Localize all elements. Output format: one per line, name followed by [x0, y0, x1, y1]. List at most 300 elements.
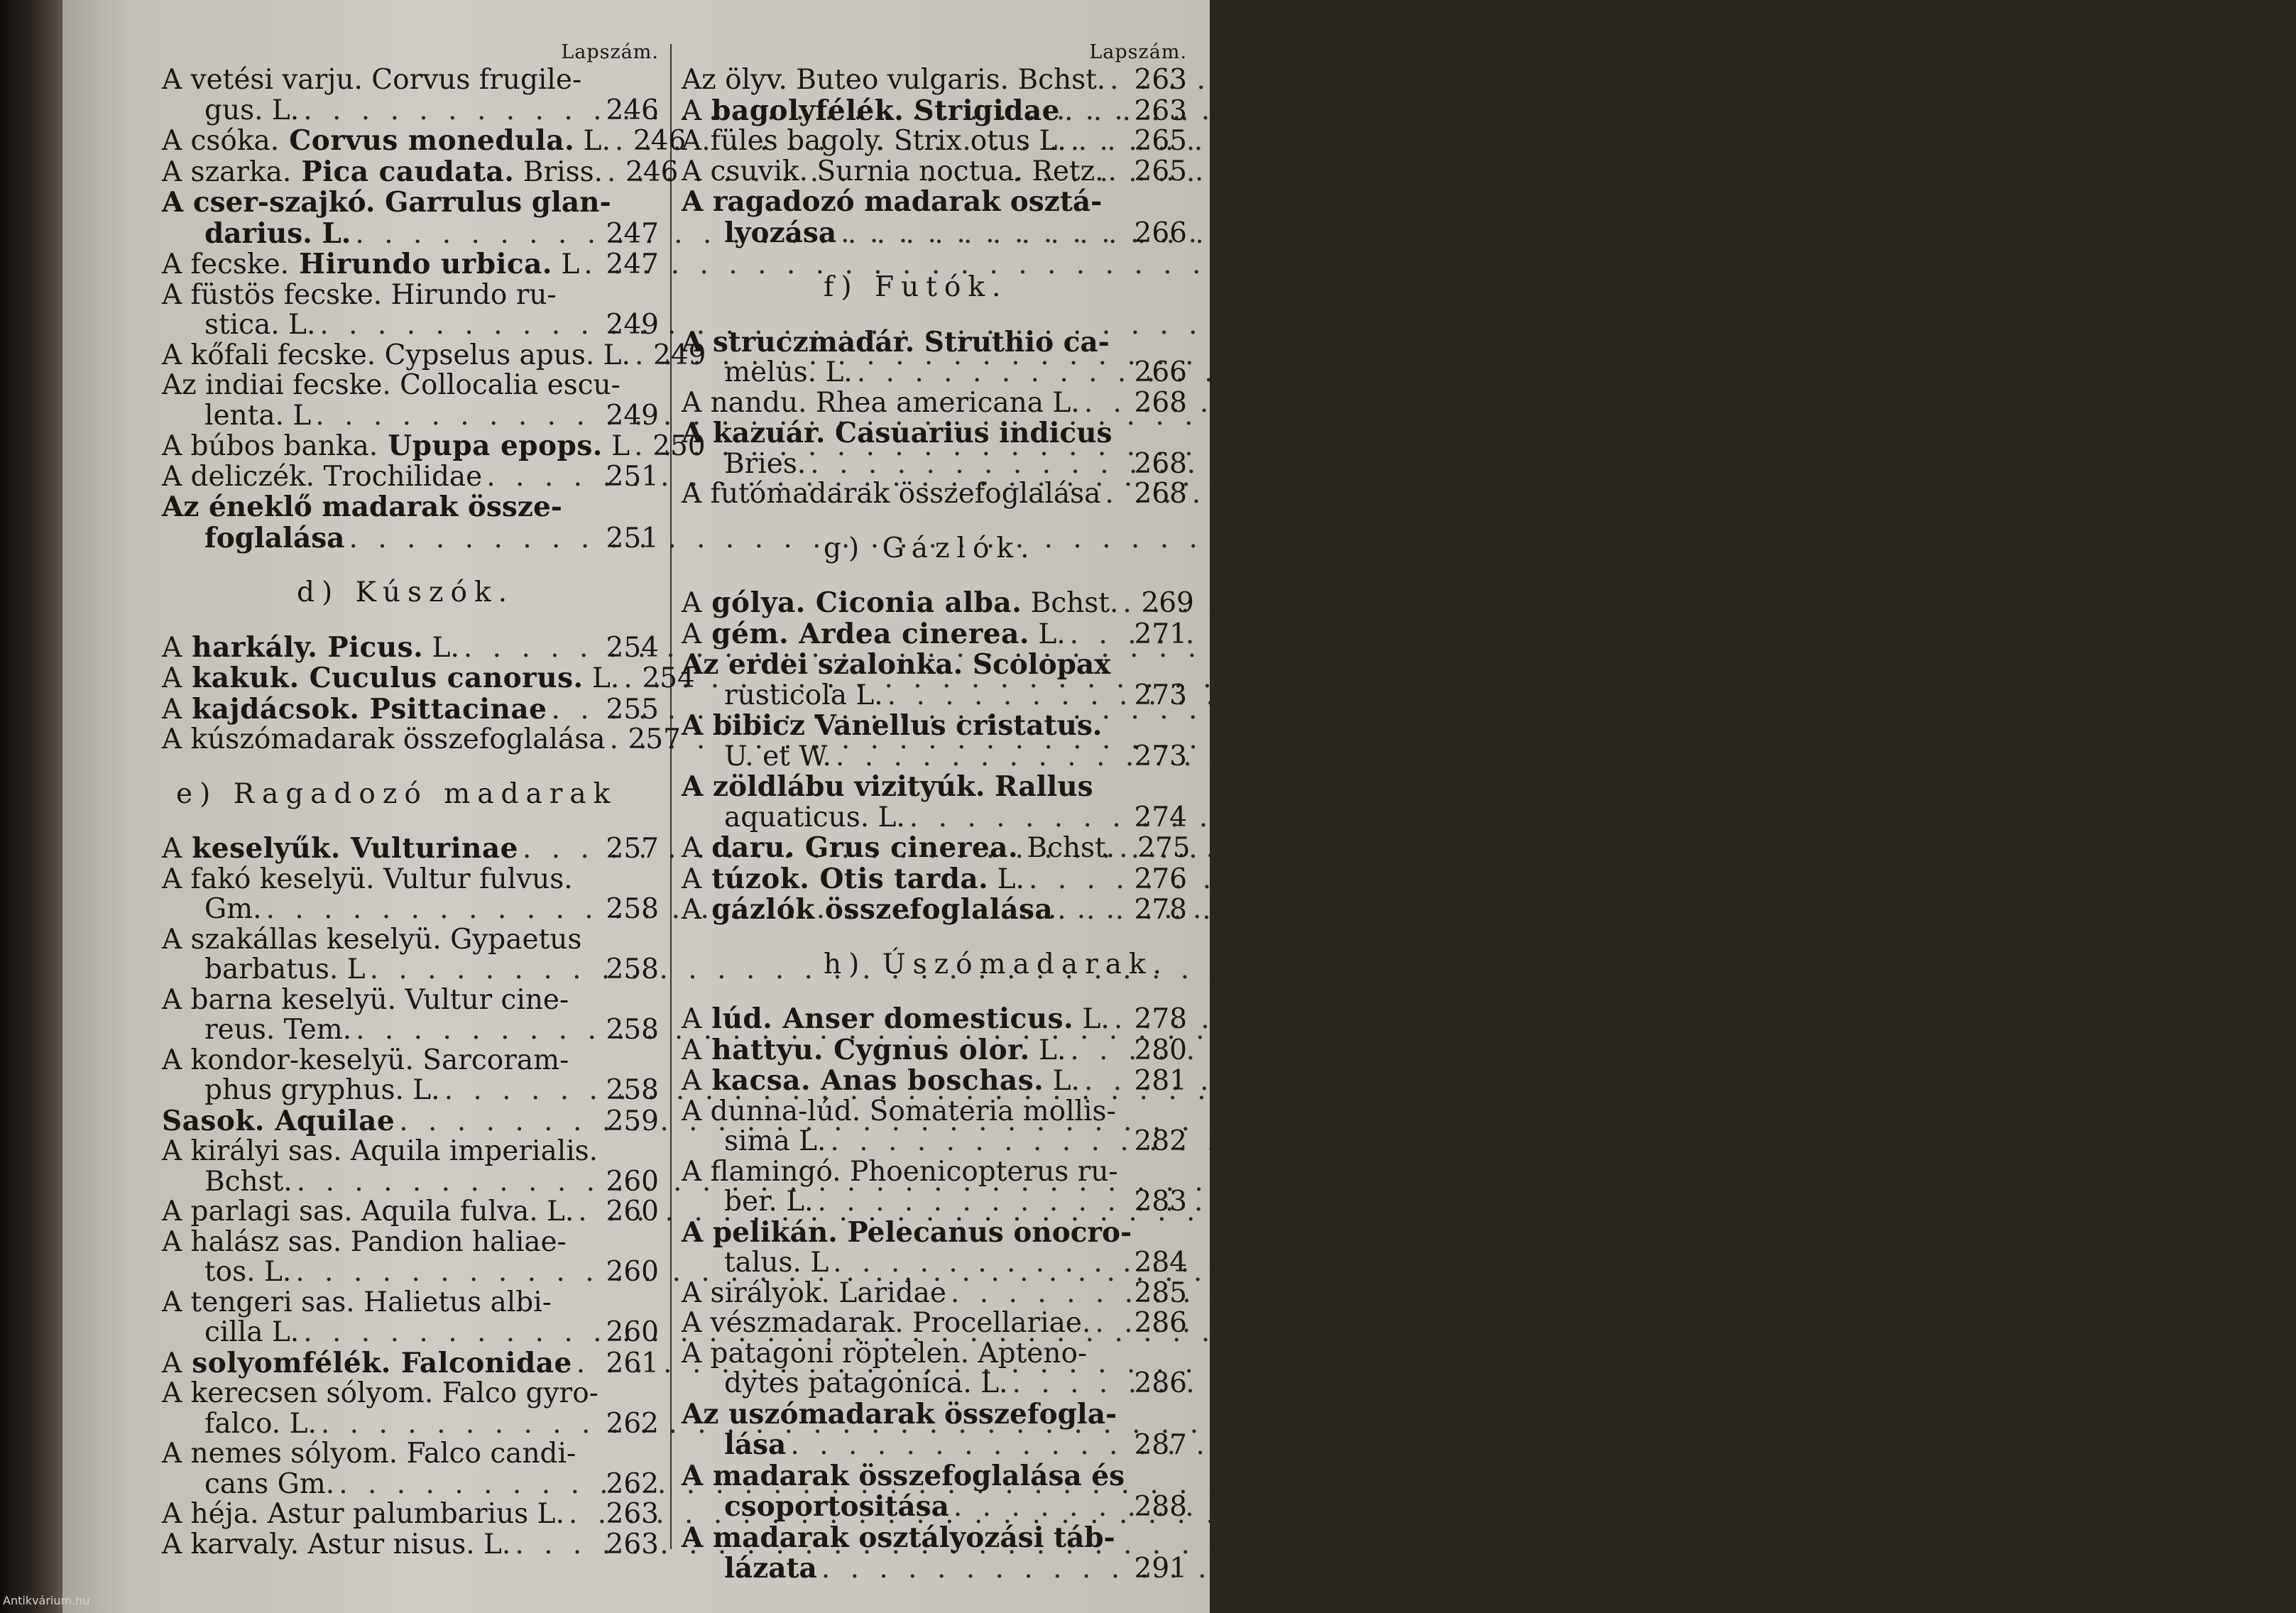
page-number: 288 — [1134, 1491, 1187, 1523]
entry-title — [682, 388, 1080, 419]
index-entry — [162, 895, 659, 925]
entry-title — [162, 249, 579, 280]
entry-title-cont: rusticola L. — [724, 679, 883, 711]
entry-title-suffix: L. — [574, 125, 611, 157]
leader-dots — [1090, 1308, 1134, 1339]
leader-dots — [883, 681, 1135, 711]
entry-title-cont: lázata — [724, 1552, 817, 1585]
leader-dots — [482, 462, 606, 493]
page-number: 284 — [1134, 1247, 1187, 1279]
page-number: 265 — [1134, 125, 1187, 157]
leader-dots — [1105, 65, 1134, 96]
leader-dots — [1066, 620, 1135, 650]
leader-dots — [905, 803, 1135, 833]
index-entry — [682, 742, 1187, 772]
entry-title — [162, 431, 630, 462]
entry-title-bold: hattyu. Cygnus olor. — [701, 1033, 1030, 1066]
index-entry — [162, 1318, 659, 1348]
leader-dots — [564, 1499, 606, 1530]
index-entry — [162, 1348, 659, 1379]
page-number: 246 — [606, 94, 659, 126]
page-number: 282 — [1134, 1125, 1187, 1157]
leader-dots — [293, 1167, 606, 1198]
page-number: 260 — [606, 1165, 659, 1198]
entry-title: A madarak összefoglalása és — [682, 1459, 1125, 1492]
entry-title — [162, 630, 459, 664]
entry-title-plain: A búbos banka. — [162, 430, 378, 462]
index-entry — [682, 681, 1187, 711]
index-entry — [682, 1066, 1187, 1097]
index-entry — [162, 1167, 659, 1198]
entry-title — [682, 588, 1118, 619]
section-heading-f: f) Futók. — [824, 271, 1008, 303]
entry-title-cont: gus. L. — [204, 94, 300, 126]
page-number: 280 — [1134, 1034, 1187, 1066]
index-entry-line — [682, 1461, 1187, 1492]
entry-title-bold: gém. Ardea cinerea. — [701, 617, 1029, 650]
index-entry — [682, 449, 1187, 480]
index-entry — [162, 1499, 659, 1530]
index-entry-line — [682, 1215, 1187, 1249]
leader-dots — [1118, 589, 1141, 619]
index-entry — [162, 249, 659, 280]
entry-title: A dunna-lúd. Somateria mollis- — [682, 1095, 1116, 1127]
leader-dots — [299, 1318, 606, 1348]
index-entry — [682, 1035, 1187, 1066]
page-number: 266 — [1134, 356, 1187, 388]
entry-title-bold: Corvus monedula. — [279, 124, 575, 157]
page-number: 254 — [642, 662, 695, 694]
entry-title-cont: csoportositása — [724, 1490, 949, 1523]
entry-title-cont: Bries. — [724, 447, 807, 480]
entry-title: A halász sas. Pandion haliae- — [162, 1225, 567, 1258]
entry-title: A struczmadár. Struthio ca- — [682, 325, 1110, 359]
index-entry — [162, 124, 687, 157]
entry-title: A bibicz Vanellus cristatus. — [682, 709, 1103, 742]
page-number: 268 — [1134, 386, 1187, 419]
page-number: 259 — [606, 1105, 659, 1137]
left-block-1 — [162, 64, 706, 554]
index-entry-line — [682, 418, 1187, 449]
entry-title-suffix: Briss. — [514, 155, 603, 188]
entry-title-suffix: Bchst. — [1018, 832, 1115, 864]
page-number: 263 — [606, 1528, 659, 1560]
index-entry — [682, 1276, 1187, 1309]
entry-title-cont: talus. L — [724, 1247, 829, 1279]
entry-title-bold: Pica caudata. — [291, 155, 515, 188]
entry-title-cont: stica. L. — [204, 309, 316, 341]
entry-title-plain: A — [682, 587, 702, 619]
entry-title-plain: A — [682, 863, 702, 895]
entry-title-plain: A — [162, 662, 182, 694]
index-entry — [682, 479, 1187, 510]
entry-title: A fakó keselyü. Vultur fulvus. — [162, 863, 573, 895]
entry-title — [162, 462, 482, 493]
page-number: 258 — [606, 953, 659, 985]
entry-title — [682, 479, 1100, 510]
page-number: 265 — [1134, 155, 1187, 187]
entry-title: A királyi sas. Aquila imperialis. — [162, 1135, 598, 1167]
leader-dots — [1080, 388, 1135, 419]
entry-title — [162, 663, 619, 694]
page-number: 287 — [1134, 1429, 1187, 1461]
page-number: 286 — [1134, 1307, 1187, 1339]
entry-title — [162, 694, 547, 726]
leader-dots — [1115, 833, 1137, 864]
entry-title-suffix: L — [552, 248, 580, 280]
page-number: 258 — [606, 1074, 659, 1106]
leader-dots — [829, 1248, 1134, 1279]
entry-title-plain: A — [682, 1065, 702, 1097]
index-entry — [162, 310, 659, 341]
entry-title: A kerecsen sólyom. Falco gyro- — [162, 1377, 598, 1409]
entry-title-suffix: L. — [1044, 1065, 1080, 1097]
leader-dots — [619, 664, 642, 694]
page-number: 260 — [606, 1316, 659, 1348]
entry-title-bold: harkály. Picus. — [182, 630, 424, 664]
index-entry — [162, 694, 659, 726]
page-number: 276 — [1134, 863, 1187, 895]
page-number: 251 — [606, 522, 659, 554]
leader-dots — [351, 1015, 606, 1046]
entry-title: A vetési varju. Corvus frugile- — [162, 64, 582, 96]
section-heading-d: d) Kúszók. — [297, 576, 515, 608]
entry-title-plain: A csuvik. Surnia noctua. Retz. — [682, 155, 1104, 187]
leader-dots — [351, 219, 606, 250]
leader-dots — [814, 1187, 1135, 1218]
section-heading-e: e) Ragadozó madarak — [176, 777, 618, 810]
index-entry — [162, 96, 659, 126]
page-number: 278 — [1134, 1003, 1187, 1035]
page-number: 281 — [1134, 1065, 1187, 1097]
entry-title-bold: lúd. Anser domesticus. — [701, 1002, 1074, 1035]
index-entry-line — [682, 1523, 1187, 1554]
index-entry — [682, 388, 1187, 419]
entry-title: A barna keselyü. Vultur cine- — [162, 983, 569, 1016]
entry-title-suffix: L. — [423, 631, 459, 664]
index-entry — [682, 126, 1187, 157]
entry-title-plain: A — [162, 1347, 182, 1379]
book-binding — [0, 0, 65, 1613]
watermark: Antikvárium.hu — [3, 1594, 90, 1607]
leader-dots — [949, 1492, 1135, 1523]
index-entry — [162, 833, 659, 865]
page-number: 273 — [1134, 740, 1187, 772]
index-entry-line — [162, 1288, 659, 1318]
entry-title-plain: A csóka. — [162, 125, 280, 157]
page-number: 251 — [606, 460, 659, 493]
index-entry-line — [162, 280, 659, 311]
index-entry — [682, 358, 1187, 388]
index-entry — [162, 462, 659, 493]
page-number: 271 — [1134, 618, 1187, 650]
section-heading-h: h) Úszómadarak. — [824, 948, 1169, 980]
entry-title: A patagoni röptelen. Apteno- — [682, 1337, 1088, 1369]
entry-title: Az éneklő madarak össze- — [162, 491, 562, 523]
index-entry-line — [162, 65, 659, 96]
entry-title-plain: A deliczék. Trochilidae — [162, 460, 483, 493]
entry-title-bold: túzok. Otis tarda. — [701, 862, 989, 895]
leader-dots — [572, 1349, 606, 1379]
index-entry-line — [682, 327, 1187, 359]
leader-dots — [605, 725, 628, 755]
index-entry — [682, 65, 1187, 96]
page-number: 249 — [652, 339, 706, 371]
entry-title-cont: aquaticus. L. — [724, 801, 905, 833]
entry-title: A madarak osztályozási táb- — [682, 1521, 1115, 1554]
entry-title: A cser-szajkó. Garrulus glan- — [162, 186, 611, 219]
entry-title — [682, 895, 1053, 926]
entry-title: A szakállas keselyü. Gypaetus — [162, 923, 582, 956]
entry-title-bold: Sasok. Aquilae — [162, 1104, 395, 1137]
page-number: 254 — [606, 631, 659, 664]
page-number: 268 — [1134, 447, 1187, 480]
index-entry — [682, 895, 1187, 926]
leader-dots — [831, 742, 1135, 772]
entry-title-cont: tos. L. — [204, 1256, 292, 1288]
entry-title-suffix: L — [602, 430, 630, 462]
entry-title — [162, 341, 630, 371]
leader-dots — [317, 1409, 606, 1440]
entry-title-bold: kakuk. Cuculus canorus. — [182, 662, 584, 694]
leader-dots — [459, 633, 606, 664]
entry-title-cont: Gm. — [204, 893, 262, 925]
page-number: 274 — [1134, 801, 1187, 833]
page-number: 262 — [606, 1467, 659, 1500]
page-number: 263 — [1134, 64, 1187, 96]
entry-title-plain: A füles bagoly. Strix otus L. — [682, 125, 1066, 157]
right-column-header: Lapszám. — [1089, 41, 1187, 63]
page-number: 278 — [1134, 894, 1187, 926]
entry-title — [682, 833, 1115, 864]
right-column — [682, 40, 1194, 1585]
index-entry — [162, 1467, 659, 1500]
entry-title — [682, 126, 1066, 157]
entry-title-cont: phus gryphus. L. — [204, 1074, 440, 1106]
entry-title-cont: cans Gm. — [204, 1467, 335, 1500]
leader-dots — [518, 834, 606, 865]
right-block-4 — [682, 1004, 1187, 1585]
entry-title-cont: U. et W. — [724, 740, 831, 772]
page-number: 247 — [606, 248, 659, 280]
index-entry — [682, 1308, 1187, 1339]
index-entry-line — [682, 187, 1187, 218]
index-entry — [682, 218, 1187, 249]
leader-dots — [630, 432, 652, 462]
entry-title-bold: Hirundo urbica. — [289, 248, 552, 280]
leader-dots — [1008, 1369, 1135, 1399]
entry-title-plain: A kúszómadarak összefoglalása — [162, 723, 606, 755]
left-block-2 — [162, 630, 695, 755]
leader-dots — [366, 955, 606, 985]
index-entry-line — [682, 772, 1187, 803]
leader-dots — [836, 219, 1134, 249]
entry-title-cont: dytes patagonica. L. — [724, 1367, 1008, 1399]
index-entry-line — [682, 1399, 1187, 1431]
entry-title — [162, 833, 518, 865]
index-entry — [162, 339, 706, 371]
leader-dots — [1100, 479, 1134, 510]
page-number: 262 — [606, 1407, 659, 1440]
index-entry — [682, 803, 1187, 833]
leader-dots — [315, 310, 606, 341]
entry-title: Az uszómadarak összefogla- — [682, 1397, 1117, 1431]
leader-dots — [1104, 157, 1135, 187]
entry-title-bold: kajdácsok. Psittacinae — [182, 692, 547, 726]
index-entry — [682, 96, 1187, 127]
entry-title-plain: A fecske. — [162, 248, 290, 280]
entry-title: Az indiai fecske. Collocalia escu- — [162, 369, 621, 401]
entry-title: Az erdei szalonka. Scolopax — [682, 648, 1111, 681]
leader-dots — [1066, 1036, 1134, 1066]
entry-title — [682, 864, 1024, 895]
index-entry-line — [162, 492, 659, 523]
leader-dots — [579, 250, 606, 280]
index-entry — [162, 155, 679, 188]
entry-title-cont: barbatus. L — [204, 953, 366, 985]
index-entry-line — [682, 1339, 1187, 1369]
index-entry — [682, 831, 1191, 864]
entry-title — [682, 1276, 946, 1309]
left-block-3 — [162, 833, 659, 1560]
leader-dots — [574, 1197, 606, 1227]
entry-title — [682, 96, 1060, 127]
page-number: 258 — [606, 893, 659, 925]
entry-title: A tengeri sas. Halietus albi- — [162, 1286, 552, 1318]
index-entry-line — [162, 1137, 659, 1167]
page-number: 255 — [606, 693, 659, 726]
entry-title-suffix: L. — [1073, 1003, 1110, 1035]
entry-title-bold: Upupa epops. — [378, 430, 603, 462]
index-entry — [682, 1004, 1187, 1035]
entry-title-cont: sima L. — [724, 1125, 826, 1157]
entry-title — [162, 1499, 564, 1530]
page-number: 263 — [1134, 94, 1187, 127]
index-entry — [162, 1409, 659, 1440]
index-entry — [162, 1076, 659, 1106]
index-entry-line — [162, 1046, 659, 1076]
entry-title-plain: A futómadarak összefoglalása — [682, 478, 1101, 510]
index-entry — [162, 430, 706, 462]
index-entry — [162, 723, 681, 755]
leader-dots — [291, 1257, 606, 1288]
index-entry-line — [682, 1097, 1187, 1127]
page-number: 249 — [606, 309, 659, 341]
entry-title-plain: A — [162, 693, 182, 726]
index-entry — [682, 1369, 1187, 1399]
page-number: 285 — [1134, 1276, 1187, 1309]
index-entry — [682, 1127, 1187, 1157]
entry-title-plain: A — [162, 833, 182, 865]
leader-dots — [547, 695, 606, 726]
index-entry — [162, 630, 659, 664]
entry-title-suffix: L. — [1029, 1034, 1066, 1066]
leader-dots — [395, 1107, 606, 1137]
index-entry — [162, 955, 659, 985]
index-entry — [682, 864, 1187, 895]
page-number: 257 — [628, 723, 681, 755]
index-entry — [162, 1530, 659, 1560]
leader-dots — [1110, 1005, 1135, 1035]
entry-title — [162, 1348, 572, 1379]
entry-title: A kondor-keselyü. Sarcoram- — [162, 1044, 569, 1076]
index-entry-line — [162, 187, 659, 219]
page-number: 247 — [606, 217, 659, 250]
index-entry-line — [162, 925, 659, 956]
entry-title-suffix: L. — [1029, 618, 1066, 650]
entry-title-cont: cilla L. — [204, 1316, 300, 1348]
entry-title-suffix: Bchst. — [1022, 587, 1119, 619]
entry-title — [682, 157, 1104, 187]
index-entry-line — [682, 650, 1187, 681]
entry-title — [682, 1035, 1066, 1066]
entry-title-cont: falco. L. — [204, 1407, 317, 1440]
page-number: 283 — [1134, 1186, 1187, 1218]
entry-title — [162, 725, 605, 755]
page-number: 263 — [606, 1498, 659, 1530]
entry-title-plain: A — [682, 1003, 702, 1035]
entry-title: A nemes sólyom. Falco candi- — [162, 1438, 576, 1470]
entry-title: A flamingó. Phoenicopterus ru- — [682, 1155, 1118, 1188]
leader-dots — [299, 96, 606, 126]
entry-title-plain: A — [682, 618, 702, 650]
entry-title-cont: melus. L. — [724, 356, 853, 388]
leader-dots — [1060, 97, 1135, 127]
leader-dots — [806, 449, 1134, 480]
left-column-header: Lapszám. — [561, 41, 659, 63]
index-entry — [162, 662, 695, 694]
entry-title-plain: A vészmadarak. Procellariae. — [682, 1307, 1091, 1339]
entry-title — [682, 1004, 1110, 1035]
leader-dots — [440, 1076, 606, 1106]
right-block-1 — [682, 65, 1187, 248]
entry-title-plain: Az ölyv. Buteo vulgaris. Bchst. — [682, 64, 1106, 96]
entry-title-bold: solyomfélék. Falconidae — [182, 1346, 572, 1379]
leader-dots — [510, 1530, 606, 1560]
entry-title — [162, 1197, 574, 1227]
index-entry — [162, 523, 659, 554]
section-heading-g: g) Gázlók. — [824, 532, 1037, 564]
leader-dots — [946, 1279, 1135, 1309]
entry-title-cont: lyozása — [724, 216, 837, 249]
leader-dots — [786, 1431, 1134, 1461]
index-entry-line — [682, 711, 1187, 742]
entry-title-plain: A — [682, 94, 702, 127]
right-block-3 — [682, 586, 1194, 926]
index-entry-line — [682, 1157, 1187, 1188]
entry-title-cont: lása — [724, 1428, 787, 1461]
leader-dots — [603, 158, 625, 188]
entry-title-suffix: L. — [583, 662, 620, 694]
index-entry-line — [162, 1227, 659, 1258]
page-number: 268 — [1134, 478, 1187, 510]
entry-title-plain: A nandu. Rhea americana L. — [682, 386, 1080, 419]
page-number: 275 — [1137, 832, 1191, 864]
entry-title-cont: darius. L. — [204, 217, 351, 250]
entry-title-bold: keselyűk. Vulturinae — [182, 832, 518, 865]
leader-dots — [630, 341, 653, 371]
index-entry — [162, 219, 659, 250]
index-entry-line — [162, 865, 659, 895]
page-number: 269 — [1141, 587, 1194, 619]
entry-title-bold: gázlók összefoglalása — [701, 893, 1054, 926]
page-number: 246 — [625, 155, 679, 188]
page-number: 261 — [606, 1347, 659, 1379]
entry-title-plain: A — [682, 1034, 702, 1066]
page-number: 286 — [1134, 1367, 1187, 1399]
entry-title — [682, 1308, 1090, 1339]
entry-title — [682, 1066, 1080, 1097]
